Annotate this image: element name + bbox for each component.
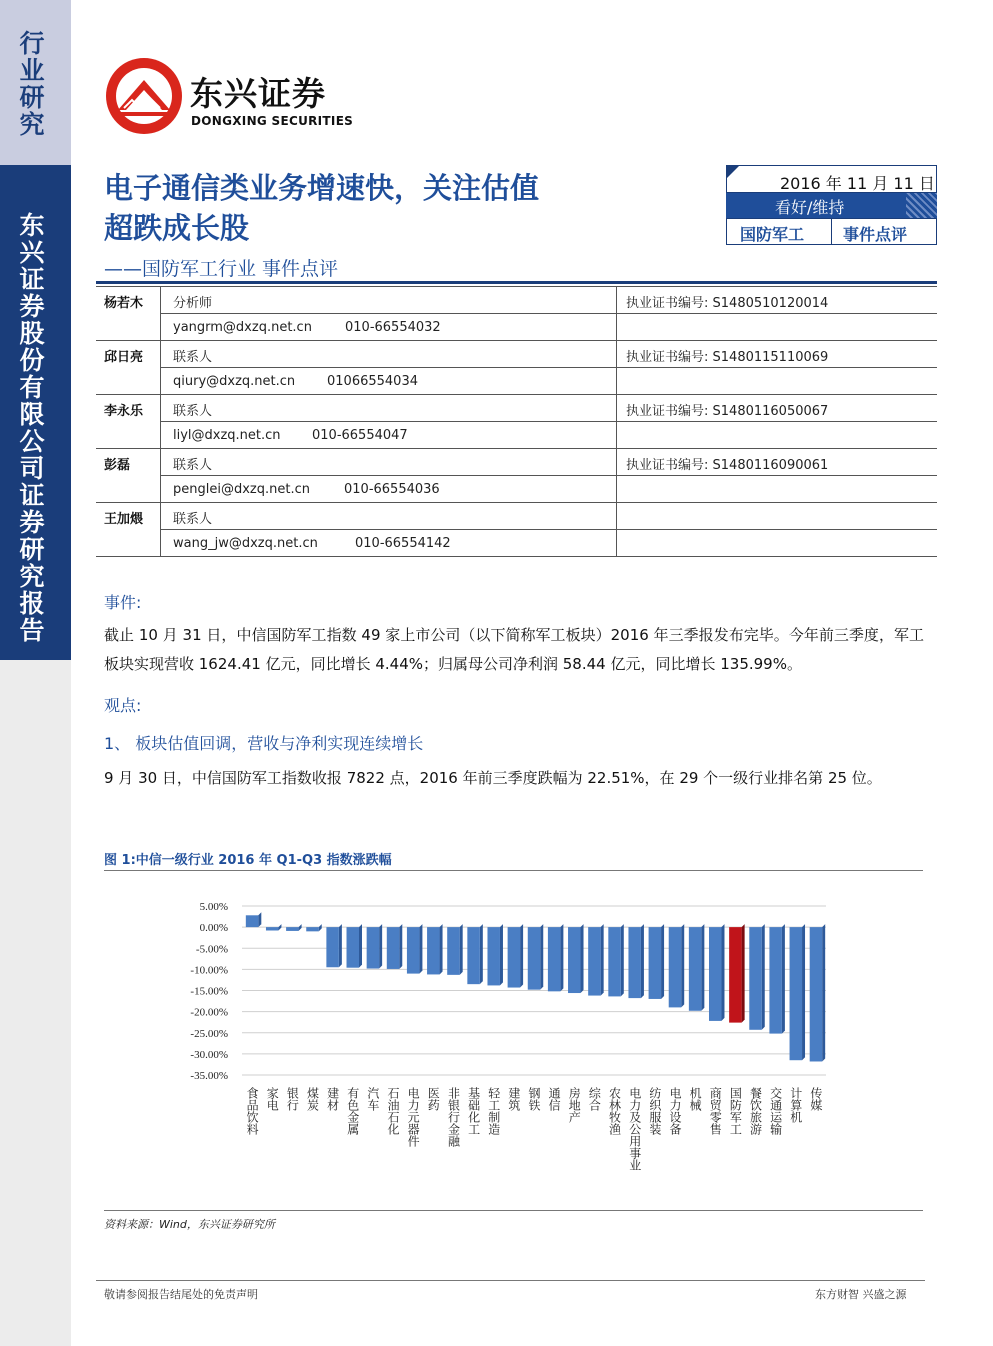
bar bbox=[246, 915, 258, 927]
bar-side bbox=[480, 924, 483, 984]
bar-side bbox=[802, 924, 805, 1060]
bar bbox=[669, 927, 681, 1007]
analyst-cert bbox=[626, 454, 828, 473]
bar-side bbox=[359, 924, 362, 968]
analyst-cert bbox=[626, 400, 828, 419]
bar-side bbox=[520, 924, 523, 987]
x-category-label: 家电 bbox=[265, 1087, 280, 1111]
bar-side bbox=[440, 924, 443, 974]
table-rule bbox=[96, 394, 937, 395]
analyst-name: 王加煨 bbox=[104, 512, 144, 527]
bar bbox=[347, 927, 359, 968]
cert-label: 执业证书编号: bbox=[626, 404, 709, 419]
bar bbox=[709, 927, 721, 1021]
x-category-label: 非银行金融 bbox=[446, 1087, 461, 1147]
x-category-label: 电力元器件 bbox=[406, 1087, 421, 1147]
cert-number: S1480116050067 bbox=[712, 404, 829, 419]
bar-side bbox=[661, 924, 664, 999]
bar-side bbox=[721, 924, 724, 1021]
bar bbox=[306, 927, 318, 931]
bar-side bbox=[299, 924, 302, 931]
y-tick-label: -5.00% bbox=[195, 943, 228, 956]
analyst-phone: 010-66554142 bbox=[355, 536, 451, 551]
bar bbox=[508, 927, 520, 987]
cert-label: 执业证书编号: bbox=[626, 458, 709, 473]
y-tick-label: 5.00% bbox=[199, 901, 228, 913]
y-tick-label: -10.00% bbox=[190, 964, 228, 977]
footer-rule bbox=[96, 1280, 925, 1281]
x-category-label: 石油石化 bbox=[386, 1087, 401, 1135]
industry-tag: 国防军工 bbox=[740, 225, 805, 244]
table-rule bbox=[96, 448, 937, 449]
bar-side bbox=[581, 924, 584, 993]
x-category-label: 煤炭 bbox=[305, 1087, 320, 1111]
bar-side bbox=[319, 924, 322, 931]
figure-title: 图 1:中信一级行业 2016 年 Q1-Q3 指数涨跌幅 bbox=[104, 853, 392, 868]
bar-side bbox=[782, 924, 785, 1033]
cert-label: 执业证书编号: bbox=[626, 350, 709, 365]
view-heading: 观点: bbox=[104, 696, 142, 715]
x-category-label: 房地产 bbox=[567, 1087, 582, 1123]
x-category-label: 传媒 bbox=[808, 1087, 823, 1111]
bar-side bbox=[540, 924, 543, 990]
cert-number: S1480115110069 bbox=[712, 350, 829, 365]
table-rule bbox=[160, 313, 937, 314]
title-divider bbox=[96, 281, 937, 284]
cert-number: S1480116090061 bbox=[712, 458, 829, 473]
analyst-email: penglei@dxzq.net.cn bbox=[173, 482, 310, 497]
bar bbox=[487, 927, 499, 985]
company-logo-icon bbox=[104, 56, 184, 136]
bar bbox=[387, 927, 399, 969]
bar bbox=[266, 927, 278, 930]
sidebar-category-label: 行业研究 bbox=[16, 30, 45, 138]
bar-side bbox=[419, 924, 422, 973]
bar-side bbox=[379, 924, 382, 968]
point1-paragraph: 9 月 30 日，中信国防军工指数收报 7822 点，2016 年前三季度跌幅为 22.51%，在 29 个一级行业排名第 25 位。 bbox=[104, 769, 882, 787]
analyst-phone: 010-66554036 bbox=[344, 482, 440, 497]
bar bbox=[810, 927, 822, 1061]
tag-divider bbox=[831, 218, 832, 245]
bar bbox=[568, 927, 580, 993]
x-category-label: 建筑 bbox=[506, 1087, 521, 1111]
bar bbox=[407, 927, 419, 973]
analyst-email: wang_jw@dxzq.net.cn bbox=[173, 536, 318, 551]
bar bbox=[528, 927, 540, 990]
cert-label: 执业证书编号: bbox=[626, 296, 709, 311]
analyst-phone: 010-66554047 bbox=[312, 428, 408, 443]
x-category-label: 汽车 bbox=[365, 1087, 380, 1111]
bar bbox=[286, 927, 298, 931]
bar-side bbox=[641, 924, 644, 998]
report-type-tag: 事件点评 bbox=[843, 225, 908, 244]
analyst-name: 杨若木 bbox=[104, 296, 144, 311]
y-axis-ticks bbox=[190, 901, 228, 1082]
figure-source: 资料来源：Wind，东兴证券研究所 bbox=[104, 1218, 275, 1231]
x-category-label: 电力设备 bbox=[667, 1087, 682, 1135]
x-category-label: 机械 bbox=[688, 1087, 703, 1111]
table-rule bbox=[96, 502, 937, 503]
analyst-role: 联系人 bbox=[173, 512, 213, 527]
analyst-role: 联系人 bbox=[173, 350, 213, 365]
x-category-label: 有色金属 bbox=[345, 1087, 360, 1135]
x-category-label: 食品饮料 bbox=[245, 1087, 260, 1135]
bar-side bbox=[258, 912, 261, 927]
bar bbox=[729, 927, 741, 1022]
event-heading: 事件: bbox=[104, 593, 142, 612]
y-tick-label: -25.00% bbox=[190, 1027, 228, 1040]
table-rule bbox=[160, 421, 937, 422]
footer-disclaimer: 敬请参阅报告结尾处的免责声明 bbox=[104, 1288, 258, 1301]
bar-side bbox=[601, 924, 604, 995]
x-category-label: 交通运输 bbox=[768, 1087, 783, 1135]
footer-slogan: 东方财智 兴盛之源 bbox=[815, 1288, 907, 1301]
bar bbox=[447, 927, 459, 975]
bar bbox=[790, 927, 802, 1060]
bar bbox=[467, 927, 479, 984]
report-subtitle: ——国防军工行业 事件点评 bbox=[104, 258, 339, 280]
bar bbox=[749, 927, 761, 1030]
x-category-label: 综合 bbox=[587, 1087, 602, 1111]
x-category-label: 基础化工 bbox=[466, 1087, 481, 1135]
bar bbox=[326, 927, 338, 967]
x-category-label: 钢铁 bbox=[527, 1087, 541, 1111]
y-tick-label: -15.00% bbox=[190, 985, 228, 998]
x-category-label: 轻工制造 bbox=[486, 1087, 501, 1135]
x-axis-labels bbox=[245, 1086, 823, 1171]
bar-side bbox=[460, 924, 463, 975]
analyst-role: 分析师 bbox=[173, 296, 213, 311]
x-category-label: 银行 bbox=[285, 1087, 300, 1111]
bar-side bbox=[742, 924, 745, 1022]
chart-bars bbox=[246, 912, 825, 1061]
bar bbox=[367, 927, 379, 968]
analyst-cert bbox=[626, 346, 828, 365]
table-rule bbox=[96, 286, 937, 287]
corner-triangle-icon bbox=[726, 165, 740, 179]
x-category-label: 餐饮旅游 bbox=[748, 1087, 763, 1135]
analyst-role: 联系人 bbox=[173, 404, 213, 419]
bar-side bbox=[701, 924, 704, 1011]
table-rule bbox=[160, 529, 937, 530]
bar-side bbox=[560, 924, 563, 991]
bar bbox=[628, 927, 640, 998]
report-title-line1: 电子通信类业务增速快，关注估值 bbox=[104, 171, 540, 205]
analyst-email: qiury@dxzq.net.cn bbox=[173, 374, 296, 389]
bar-side bbox=[621, 924, 624, 996]
x-category-label: 农林牧渔 bbox=[607, 1087, 622, 1135]
y-tick-label: -30.00% bbox=[190, 1048, 228, 1061]
bar-side bbox=[500, 924, 503, 985]
bar bbox=[769, 927, 781, 1033]
table-column-divider bbox=[616, 286, 617, 556]
rating-hatch-pattern bbox=[906, 193, 937, 218]
analyst-email: liyl@dxzq.net.cn bbox=[173, 428, 281, 443]
x-category-label: 计算机 bbox=[788, 1087, 803, 1123]
table-column-divider bbox=[160, 286, 161, 556]
analyst-email: yangrm@dxzq.net.cn bbox=[173, 320, 312, 335]
cert-number: S1480510120014 bbox=[712, 296, 829, 311]
analyst-phone: 01066554034 bbox=[327, 374, 418, 389]
bar-side bbox=[339, 924, 342, 967]
bar-side bbox=[822, 924, 825, 1061]
y-tick-label: 0.00% bbox=[199, 922, 228, 935]
bar-side bbox=[278, 924, 281, 930]
table-rule bbox=[96, 556, 937, 557]
bar-chart bbox=[150, 890, 840, 1200]
x-category-label: 通信 bbox=[547, 1087, 562, 1111]
table-rule bbox=[96, 340, 937, 341]
analyst-phone: 010-66554032 bbox=[345, 320, 441, 335]
report-date: 2016 年 11 月 11 日 bbox=[780, 174, 935, 193]
y-tick-label: -35.00% bbox=[190, 1070, 228, 1082]
rating-label: 看好/维持 bbox=[775, 198, 845, 217]
event-paragraph: 截止 10 月 31 日，中信国防军工指数 49 家上市公司（以下简称军工板块）2016 年三季报发布完毕。今年前三季度，军工板块实现营收 1624.41 亿元，同比增长 4.44%；归属母公司净利润 58.44 亿元，同比增长 135.99%。 bbox=[104, 626, 924, 673]
brand-name-en: DONGXING SECURITIES bbox=[191, 114, 354, 128]
bar bbox=[689, 927, 701, 1011]
analyst-role: 联系人 bbox=[173, 458, 213, 473]
analyst-name: 邱日亮 bbox=[104, 350, 144, 365]
table-rule bbox=[160, 367, 937, 368]
bar-side bbox=[762, 924, 765, 1030]
figure-top-rule bbox=[104, 870, 923, 871]
report-title-line2: 超跌成长股 bbox=[104, 211, 250, 245]
x-category-label: 商贸零售 bbox=[708, 1087, 723, 1135]
point1-heading: 1、 板块估值回调，营收与净利实现连续增长 bbox=[104, 734, 424, 753]
analyst-cert bbox=[626, 292, 828, 311]
analyst-name: 彭磊 bbox=[104, 458, 131, 473]
bar bbox=[649, 927, 661, 999]
bar bbox=[427, 927, 439, 974]
brand-name-cn: 东兴证券 bbox=[190, 74, 326, 113]
x-category-label: 国防军工 bbox=[728, 1087, 743, 1135]
sidebar-company-label: 东兴证券股份有限公司证券研究报告 bbox=[16, 212, 45, 644]
bar-side bbox=[681, 924, 684, 1007]
bar bbox=[608, 927, 620, 996]
x-category-label: 建材 bbox=[325, 1087, 340, 1111]
analyst-name: 李永乐 bbox=[104, 404, 144, 419]
y-tick-label: -20.00% bbox=[190, 1006, 228, 1019]
bar bbox=[588, 927, 600, 995]
bar bbox=[548, 927, 560, 991]
figure-bottom-rule bbox=[104, 1210, 923, 1211]
x-category-label: 医药 bbox=[426, 1087, 441, 1111]
x-category-label: 纺织服装 bbox=[647, 1087, 662, 1135]
table-rule bbox=[160, 475, 937, 476]
x-category-label: 电力及公用事业 bbox=[627, 1087, 642, 1171]
bar-side bbox=[399, 924, 402, 969]
